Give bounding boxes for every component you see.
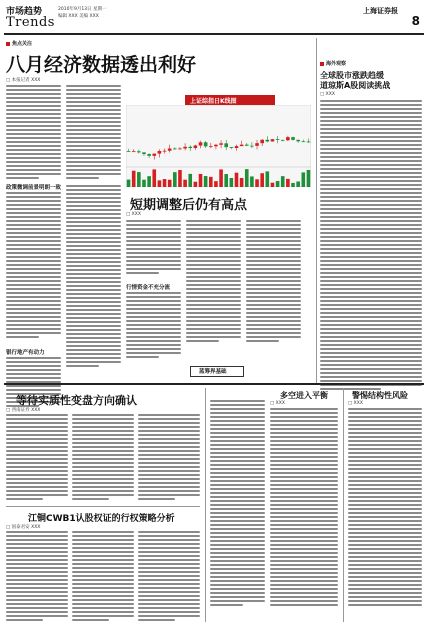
lead-tag: 焦点关注: [6, 40, 32, 47]
kline-candle: [209, 146, 213, 147]
volume-bar: [230, 178, 234, 187]
volume-bar: [240, 178, 244, 187]
volume-bar: [127, 180, 131, 187]
banner-text: 蓝筹界基础: [199, 369, 227, 375]
volume-bar: [307, 170, 311, 187]
lead-subhead-1: 政策微调前景明朗一致: [6, 185, 62, 191]
volume-bar: [266, 171, 270, 187]
kline-candle: [168, 149, 172, 151]
kline-candle: [188, 147, 192, 148]
lead-body-col1b: [6, 192, 61, 340]
right-body: [320, 100, 422, 392]
kline-candle: [163, 151, 167, 152]
volume-bar: [245, 169, 249, 187]
right-byline: □ XXX: [320, 92, 335, 97]
bottom-1-col3: [138, 414, 200, 502]
volume-bar: [224, 174, 228, 187]
square-bullet-icon: [320, 62, 324, 66]
section-title-zh: 市场趋势: [6, 7, 43, 17]
volume-bar: [168, 180, 172, 187]
kline-candle: [204, 142, 208, 146]
bottom-3-col1: [270, 408, 338, 608]
bottom-1-byline: □ 西南证券 XXX: [6, 408, 41, 413]
volume-bar: [296, 181, 300, 187]
kline-candle: [214, 145, 218, 146]
volume-bar: [132, 171, 136, 187]
bottom-2-col1: [6, 531, 68, 623]
kline-candle: [235, 146, 239, 148]
volume-bar: [137, 172, 141, 187]
volume-bar: [173, 172, 177, 187]
volume-bar: [163, 179, 167, 187]
paper-name: 上海证券报: [363, 6, 398, 15]
volume-bar: [260, 173, 264, 187]
bottom-4-title: 警惕结构性风险: [352, 391, 408, 400]
volume-bar: [147, 176, 151, 187]
volume-bar: [142, 180, 146, 187]
short-term-title: 短期调整后仍有高点: [130, 198, 248, 213]
kline-candle: [230, 147, 234, 148]
bottom-2-title: 江铜CWB1认股权证的行权策略分析: [28, 514, 175, 524]
kline-candle: [286, 137, 290, 140]
kline-candle: [276, 139, 280, 140]
volume-bar: [194, 182, 198, 187]
volume-bar: [204, 176, 208, 187]
bottom-2-col4: [210, 400, 265, 608]
short-term-col3: [246, 220, 301, 344]
kline-candle: [250, 146, 254, 147]
kline-candle: [224, 143, 228, 147]
volume-bar: [250, 176, 254, 187]
short-term-byline: □ XXX: [126, 212, 141, 217]
volume-bar: [178, 170, 182, 187]
kline-candle: [219, 143, 223, 144]
kline-candle: [158, 151, 162, 154]
kline-candle: [194, 146, 198, 149]
bottom-2-col2: [72, 531, 134, 623]
volume-bar: [152, 169, 156, 187]
kline-candle: [260, 140, 264, 143]
kline-candle: [255, 143, 259, 146]
volume-bar: [235, 173, 239, 187]
volume-bar: [209, 177, 213, 187]
lead-byline: □ 本报记者 XXX: [6, 78, 41, 83]
kline-candle: [137, 151, 141, 152]
bottom-3-byline: □ XXX: [270, 401, 285, 406]
lead-title: 八月经济数据透出利好: [6, 54, 197, 76]
chart-tag: 上证综指日K线图: [190, 98, 237, 105]
lead-subhead-2: 行情资金不充分流: [126, 285, 171, 291]
kline-candle: [152, 154, 156, 156]
kline-candle: [147, 154, 151, 156]
volume-bar: [281, 176, 285, 187]
volume-bar: [158, 180, 162, 187]
lead-body-col2b: [66, 185, 121, 369]
bottom-4-col1: [348, 408, 422, 608]
kline-candle: [183, 147, 187, 149]
volume-bar: [183, 180, 187, 187]
kline-candle: [301, 141, 305, 142]
short-term-col2: [186, 220, 241, 344]
right-title-1: 全球股市涨跌趋缓: [320, 71, 384, 80]
volume-bar: [271, 183, 275, 187]
editor-line: 编辑 XXX 美编 XXX: [58, 14, 99, 19]
short-term-col1b: [126, 292, 181, 360]
bottom-3-title: 多空进入平衡: [280, 391, 328, 400]
kline-candle: [271, 139, 275, 141]
bottom-4-byline: □ XXX: [348, 401, 363, 406]
volume-bar: [199, 174, 203, 187]
volume-bar: [219, 169, 223, 187]
kline-candle: [173, 149, 177, 150]
volume-bar: [214, 181, 218, 187]
volume-bar: [188, 174, 192, 187]
kline-chart: [126, 105, 311, 187]
kline-candle: [281, 140, 285, 141]
kline-candle: [178, 149, 182, 150]
kline-candle: [307, 142, 311, 143]
short-term-col1: [126, 220, 181, 276]
kline-candle: [266, 140, 270, 142]
bottom-1-col2: [72, 414, 134, 502]
volume-bar: [276, 181, 280, 187]
lead-body-col2: [66, 85, 121, 181]
bottom-2-col3: [138, 531, 200, 623]
lead-body-col1: [6, 85, 61, 181]
square-bullet-icon: [6, 42, 10, 46]
kline-candle: [142, 152, 146, 154]
right-title-2: 道琼斯A股阅读挑战: [320, 81, 391, 90]
volume-bar: [291, 183, 295, 187]
kline-candle: [245, 145, 249, 146]
kline-candle: [132, 151, 136, 152]
kline-candle: [127, 151, 131, 152]
right-tag: 海外观察: [320, 60, 346, 67]
kline-candle: [199, 142, 203, 145]
bottom-2-byline: □ 国泰君安 XXX: [6, 525, 41, 530]
kline-candle: [296, 140, 300, 141]
volume-bar: [255, 179, 259, 187]
bottom-1-col1: [6, 414, 68, 502]
page-number: 8: [411, 14, 420, 28]
kline-candle: [240, 145, 244, 146]
section-title-en: Trends: [6, 15, 55, 30]
date-line: 2010年9月13日 星期一: [58, 7, 107, 12]
lead-subhead-3: 银行地产有动力: [6, 350, 45, 356]
bottom-1-title: 等待实质性变盘方向确认: [16, 394, 137, 407]
kline-candle: [291, 137, 295, 140]
volume-bar: [286, 179, 290, 187]
volume-bar: [301, 172, 305, 187]
